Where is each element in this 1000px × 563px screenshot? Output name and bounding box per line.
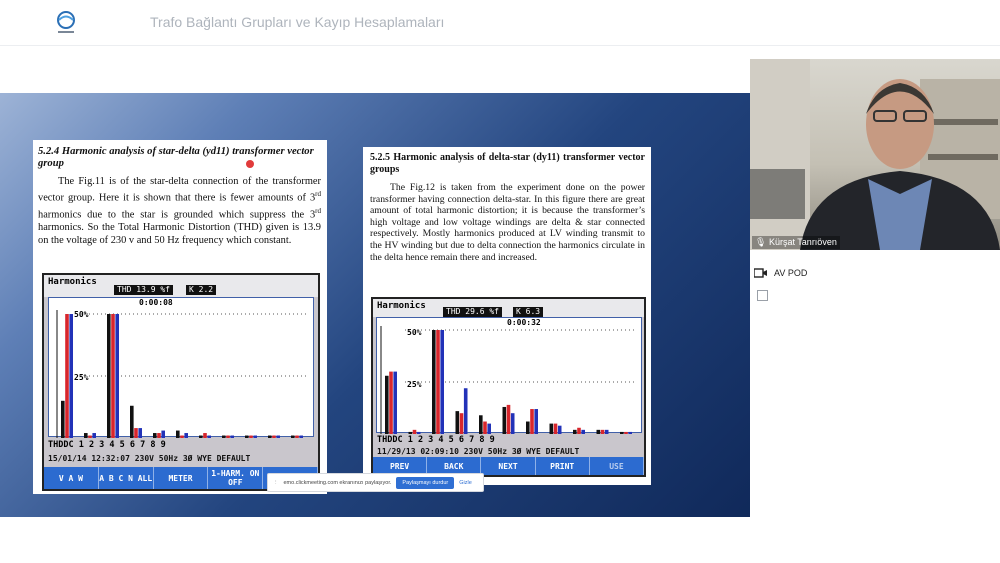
y-label-25: 25% bbox=[407, 380, 422, 389]
k-factor-readout: K 6.3 bbox=[513, 307, 543, 317]
bar-THD-A bbox=[385, 376, 389, 434]
bar-8-C bbox=[276, 436, 280, 438]
bar-6-C bbox=[558, 426, 562, 434]
bar-6-B bbox=[226, 436, 230, 438]
bar-3-B bbox=[483, 422, 487, 434]
bar-DC-A bbox=[409, 432, 413, 434]
bar-5-A bbox=[526, 422, 530, 434]
bar-1-C bbox=[115, 314, 119, 438]
harmonics-meter-screen bbox=[371, 297, 646, 477]
top-bar bbox=[0, 0, 1000, 46]
bar-THD-A bbox=[61, 401, 65, 438]
section-paragraph: The Fig.12 is taken from the experiment done on the power transformer having connection delta-star. In this figure there are great amount of total harmonic distortion; it is because the transformer’s high voltage and low voltage windings are delta & star connected respectively. Mostly harmonics produced at LV winding transmit to the HV winding but due to delta connection the harmonics circulate in the delta hence remain there and increased. bbox=[370, 182, 645, 263]
bar-DC-A bbox=[84, 433, 88, 438]
section-heading: 5.2.4 Harmonic analysis of star-delta (yd11) transformer vector group bbox=[38, 146, 314, 169]
bar-4-A bbox=[176, 431, 180, 438]
bar-DC-B bbox=[88, 436, 92, 438]
meter-header bbox=[373, 299, 644, 317]
bar-8-A bbox=[268, 436, 272, 438]
harmonics-plot bbox=[48, 297, 314, 437]
bar-2-A bbox=[456, 411, 460, 434]
bar-5-A bbox=[199, 436, 203, 438]
harmonics-meter-screen bbox=[42, 273, 320, 491]
section-paragraph: The Fig.11 is of the star-delta connection of the transformer vector group. Here it is shown that there is fewer amounts of 3rd harmonics due to the star is grounded which suppress the 3rd harmonics. So the Total Harmonic Distortion (THD) given is 13.9 on the voltage of 230 v and 50 Hz frequency which constant. bbox=[38, 176, 321, 246]
bar-1-B bbox=[436, 330, 440, 434]
bar-7-C bbox=[253, 436, 257, 438]
bar-3-B bbox=[157, 433, 161, 438]
video-camera-icon bbox=[754, 268, 768, 278]
bar-DC-B bbox=[413, 430, 417, 434]
presenter-name-label bbox=[752, 236, 840, 249]
thd-readout: THD 29.6 %f bbox=[443, 307, 502, 317]
softkey-harm[interactable]: 1-HARM. ON OFF bbox=[208, 467, 263, 489]
bar-2-C bbox=[464, 388, 468, 434]
harmonics-bar-chart bbox=[49, 298, 315, 438]
bar-8-B bbox=[601, 430, 605, 434]
presenter-silhouette-icon bbox=[750, 59, 1000, 250]
bar-5-B bbox=[203, 433, 207, 438]
av-pod-label: AV POD bbox=[774, 268, 808, 278]
bar-5-C bbox=[207, 436, 211, 438]
organization-logo-icon bbox=[54, 10, 78, 36]
bar-4-B bbox=[180, 436, 184, 438]
bar-8-C bbox=[605, 430, 609, 434]
softkey-prev[interactable]: PREV bbox=[373, 457, 427, 475]
bar-7-B bbox=[577, 428, 581, 434]
screen-share-bar bbox=[267, 473, 484, 492]
bar-4-C bbox=[184, 433, 188, 438]
bar-2-A bbox=[130, 406, 134, 438]
bar-2-B bbox=[460, 413, 464, 434]
bar-1-C bbox=[440, 330, 444, 434]
harmonics-bar-chart bbox=[377, 318, 643, 434]
share-notice-text: emo.clickmeeting.com ekranınızı paylaşıyor. bbox=[283, 479, 392, 486]
softkey-next[interactable]: NEXT bbox=[481, 457, 535, 475]
bar-1-A bbox=[107, 314, 111, 438]
meter-status-footer: 11/29/13 02:09:10 230V 50Hz 3Ø WYE DEFAULT bbox=[377, 447, 580, 456]
bar-THD-B bbox=[65, 314, 69, 438]
bar-5-B bbox=[530, 409, 534, 434]
bar-4-B bbox=[507, 405, 511, 434]
bar-7-A bbox=[573, 430, 577, 434]
bar-DC-C bbox=[92, 433, 96, 438]
meter-label: Harmonics bbox=[48, 277, 97, 287]
bar-THD-B bbox=[389, 372, 393, 434]
meter-header bbox=[44, 275, 318, 297]
bar-9-A bbox=[620, 432, 624, 434]
bar-3-C bbox=[161, 431, 165, 438]
bar-DC-C bbox=[417, 432, 421, 434]
bar-6-B bbox=[554, 424, 558, 434]
bar-6-C bbox=[230, 436, 234, 438]
presenter-webcam-video bbox=[750, 59, 1000, 250]
bar-9-A bbox=[291, 436, 295, 438]
bar-3-C bbox=[487, 424, 491, 434]
elapsed-timer: 0:00:32 bbox=[507, 318, 541, 327]
softkey-vaw[interactable]: V A W bbox=[44, 467, 99, 489]
bar-4-A bbox=[503, 407, 507, 434]
bar-9-C bbox=[628, 432, 632, 434]
bar-3-A bbox=[153, 433, 157, 438]
x-tick-labels: THDDC 1 2 3 4 5 6 7 8 9 bbox=[377, 435, 495, 445]
option-checkbox[interactable] bbox=[757, 290, 768, 301]
bar-THD-C bbox=[69, 314, 73, 438]
y-label-50: 50% bbox=[407, 328, 422, 337]
meter-label: Harmonics bbox=[377, 301, 426, 311]
x-tick-labels: THDDC 1 2 3 4 5 6 7 8 9 bbox=[48, 440, 166, 450]
bar-7-C bbox=[581, 430, 585, 434]
bar-9-C bbox=[299, 436, 303, 438]
softkey-meter[interactable]: METER bbox=[154, 467, 209, 489]
bar-9-B bbox=[295, 436, 299, 438]
bar-3-A bbox=[479, 415, 483, 434]
bar-THD-C bbox=[393, 372, 397, 434]
presenter-name: Kürşat Tanrıöven bbox=[768, 237, 837, 247]
y-label-25: 25% bbox=[74, 373, 89, 382]
thd-readout: THD 13.9 %f bbox=[114, 285, 173, 295]
stop-sharing-button[interactable]: Paylaşmayı durdur bbox=[396, 477, 454, 489]
mic-icon: 🎙 bbox=[755, 237, 767, 247]
bar-8-B bbox=[272, 436, 276, 438]
bar-1-A bbox=[432, 330, 436, 434]
bar-1-B bbox=[111, 314, 115, 438]
meter-status-footer: 15/01/14 12:32:07 230V 50Hz 3Ø WYE DEFAULT bbox=[48, 454, 251, 463]
hide-share-bar-link[interactable]: Gizle bbox=[459, 479, 472, 486]
y-label-50: 50% bbox=[74, 310, 89, 319]
bar-7-B bbox=[249, 436, 253, 438]
bar-4-C bbox=[511, 413, 515, 434]
share-drag-handle-icon[interactable]: ⋮ bbox=[273, 479, 279, 486]
bar-6-A bbox=[550, 424, 554, 434]
av-pod-header[interactable] bbox=[754, 263, 807, 283]
bar-5-C bbox=[534, 409, 538, 434]
presentation-title: Trafo Bağlantı Grupları ve Kayıp Hesaplamaları bbox=[150, 14, 445, 30]
bar-6-A bbox=[222, 436, 226, 438]
k-factor-readout: K 2.2 bbox=[186, 285, 216, 295]
bar-2-C bbox=[138, 428, 142, 438]
softkey-back[interactable]: BACK bbox=[427, 457, 481, 475]
section-heading: 5.2.5 Harmonic analysis of delta-star (dy11) transformer vector groups bbox=[370, 152, 645, 175]
softkey-print[interactable]: PRINT bbox=[536, 457, 590, 475]
elapsed-timer: 0:00:08 bbox=[139, 298, 173, 307]
bar-2-B bbox=[134, 428, 138, 438]
bar-7-A bbox=[245, 436, 249, 438]
harmonics-plot bbox=[376, 317, 642, 433]
softkey-use[interactable]: USE bbox=[590, 457, 644, 475]
softkey-phase[interactable]: A B C N ALL bbox=[99, 467, 154, 489]
bar-9-B bbox=[624, 432, 628, 434]
laser-pointer bbox=[246, 160, 254, 168]
bar-8-A bbox=[597, 430, 601, 434]
